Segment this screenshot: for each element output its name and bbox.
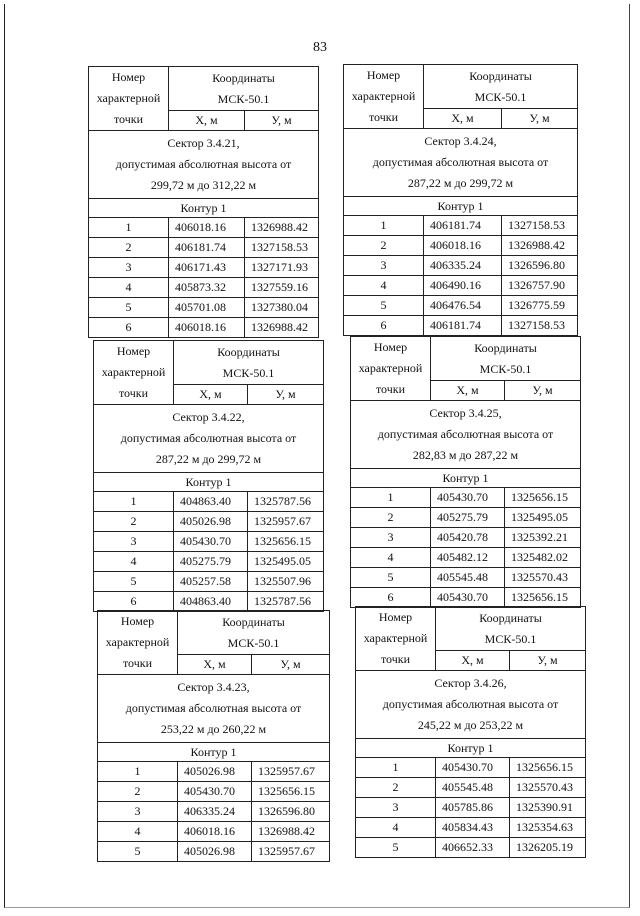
table-row	[94, 572, 324, 592]
x-coordinate-cell: 406018.16	[178, 822, 252, 842]
x-column-header: X, м	[424, 109, 502, 129]
point-number-header-line: точки	[113, 112, 144, 126]
table-row	[344, 216, 578, 236]
x-column-header: X, м	[178, 655, 252, 675]
x-coordinate-cell: 406018.16	[169, 218, 245, 238]
point-number-cell: 5	[356, 838, 436, 858]
point-number-cell: 4	[356, 818, 436, 838]
point-number-cell: 3	[344, 256, 424, 276]
table-row	[344, 276, 578, 296]
point-number-header	[344, 65, 424, 129]
point-number-cell: 2	[94, 512, 174, 532]
table-row	[89, 318, 319, 338]
point-number-header	[351, 337, 431, 401]
x-coordinate-cell: 405430.70	[431, 588, 505, 608]
coordinates-header-line: Координаты	[479, 610, 542, 625]
y-column-header: У, м	[252, 655, 330, 675]
y-coordinate-cell: 1325957.67	[252, 762, 330, 782]
point-number-cell: 1	[344, 216, 424, 236]
contour-label: Контур 1	[89, 199, 319, 218]
point-number-cell: 6	[94, 592, 174, 612]
x-coordinate-cell: 406018.16	[424, 236, 502, 256]
table-row	[344, 236, 578, 256]
sector-caption	[98, 675, 330, 743]
table-row	[351, 588, 581, 608]
coordinates-header	[169, 67, 319, 111]
coordinate-table	[355, 606, 586, 858]
sector-caption-line: 253,22 м до 260,22 м	[160, 722, 267, 736]
sector-caption-line: 245,22 м до 253,22 м	[417, 718, 524, 732]
x-coordinate-cell: 406652.33	[436, 838, 510, 858]
point-number-header	[89, 67, 169, 131]
x-coordinate-cell: 406171.43	[169, 258, 245, 278]
y-coordinate-cell: 1326596.80	[502, 256, 578, 276]
coordinate-table	[343, 64, 578, 336]
point-number-cell: 3	[356, 798, 436, 818]
x-coordinate-cell: 404863.40	[174, 592, 248, 612]
point-number-cell: 6	[351, 588, 431, 608]
point-number-cell: 1	[351, 488, 431, 508]
sector-caption-line: 287,22 м до 299,72 м	[155, 452, 262, 466]
x-coordinate-cell: 405545.48	[436, 778, 510, 798]
y-coordinate-cell: 1326596.80	[252, 802, 330, 822]
x-coordinate-cell: 406181.74	[169, 238, 245, 258]
coordinates-header	[174, 341, 324, 385]
x-column-header: X, м	[431, 381, 505, 401]
point-number-header-line: Номер	[111, 70, 146, 84]
point-number-header-line: точки	[375, 382, 406, 396]
table-row	[351, 548, 581, 568]
x-coordinate-cell: 406490.16	[424, 276, 502, 296]
y-coordinate-cell: 1325495.05	[505, 508, 581, 528]
table-row	[94, 592, 324, 612]
x-coordinate-cell: 405430.70	[178, 782, 252, 802]
point-number-header	[356, 607, 436, 671]
point-number-cell: 5	[98, 842, 178, 862]
y-coordinate-cell: 1326988.42	[502, 236, 578, 256]
contour-label: Контур 1	[98, 743, 330, 762]
y-coordinate-cell: 1326988.42	[252, 822, 330, 842]
coordinate-table	[88, 66, 319, 338]
sector-caption	[356, 671, 586, 739]
contour-label: Контур 1	[94, 473, 324, 492]
point-number-cell: 1	[94, 492, 174, 512]
y-coordinate-cell: 1325957.67	[248, 512, 324, 532]
point-number-cell: 3	[351, 528, 431, 548]
table-row	[351, 488, 581, 508]
table-row	[98, 802, 330, 822]
point-number-cell: 4	[351, 548, 431, 568]
point-number-cell: 2	[89, 238, 169, 258]
x-coordinate-cell: 405430.70	[431, 488, 505, 508]
x-coordinate-cell: 406335.24	[424, 256, 502, 276]
table-row	[98, 842, 330, 862]
sector-caption-line: допустимая абсолютная высота от	[120, 431, 297, 445]
x-column-header: X, м	[436, 651, 510, 671]
point-number-header-line: характерной	[358, 361, 423, 375]
y-coordinate-cell: 1325656.15	[252, 782, 330, 802]
point-number-header-line: Номер	[116, 344, 151, 358]
x-coordinate-cell: 405430.70	[174, 532, 248, 552]
sector-caption-line: допустимая абсолютная высота от	[377, 427, 554, 441]
point-number-header-line: Номер	[366, 68, 401, 82]
sector-caption-line: 299,72 м до 312,22 м	[150, 178, 257, 192]
sector-caption-line: Сектор 3.4.24,	[424, 134, 497, 148]
point-number-header-line: Номер	[373, 340, 408, 354]
coordinates-header-line: Координаты	[222, 614, 285, 629]
x-coordinate-cell: 406476.54	[424, 296, 502, 316]
y-coordinate-cell: 1325495.05	[248, 552, 324, 572]
table-row	[98, 782, 330, 802]
coordinates-header-line: МСК-50.1	[474, 89, 527, 104]
y-coordinate-cell: 1325656.15	[510, 758, 586, 778]
coordinates-header	[178, 611, 330, 655]
coordinates-header-line: МСК-50.1	[484, 631, 537, 646]
y-coordinate-cell: 1325570.43	[510, 778, 586, 798]
coordinates-header-line: Координаты	[469, 68, 532, 83]
table-row	[344, 316, 578, 336]
x-coordinate-cell: 406335.24	[178, 802, 252, 822]
y-coordinate-cell: 1326757.90	[502, 276, 578, 296]
y-coordinate-cell: 1325390.91	[510, 798, 586, 818]
point-number-cell: 1	[356, 758, 436, 778]
table-row	[89, 278, 319, 298]
point-number-header-line: характерной	[96, 91, 161, 105]
point-number-header	[94, 341, 174, 405]
point-number-cell: 4	[344, 276, 424, 296]
point-number-cell: 2	[98, 782, 178, 802]
coordinate-table	[350, 336, 581, 608]
y-coordinate-cell: 1327171.93	[245, 258, 319, 278]
x-coordinate-cell: 405482.12	[431, 548, 505, 568]
table-row	[351, 508, 581, 528]
coordinates-header-line: Координаты	[474, 340, 537, 355]
y-column-header: У, м	[245, 111, 319, 131]
table-row	[89, 218, 319, 238]
sector-caption-line: 282,83 м до 287,22 м	[412, 448, 519, 462]
point-number-header-line: характерной	[351, 89, 416, 103]
point-number-header-line: характерной	[363, 631, 428, 645]
table-row	[356, 818, 586, 838]
point-number-header-line: Номер	[378, 610, 413, 624]
point-number-header-line: точки	[368, 110, 399, 124]
coordinates-header	[431, 337, 581, 381]
y-coordinate-cell: 1325787.56	[248, 592, 324, 612]
contour-label: Контур 1	[356, 739, 586, 758]
x-coordinate-cell: 406181.74	[424, 316, 502, 336]
table-row	[351, 528, 581, 548]
y-coordinate-cell: 1325482.02	[505, 548, 581, 568]
coordinate-table	[97, 610, 330, 862]
point-number-header-line: характерной	[105, 635, 170, 649]
point-number-header-line: точки	[380, 652, 411, 666]
y-coordinate-cell: 1325507.96	[248, 572, 324, 592]
y-coordinate-cell: 1327158.53	[502, 216, 578, 236]
y-coordinate-cell: 1326988.42	[245, 218, 319, 238]
sector-caption-line: Сектор 3.4.25,	[429, 406, 502, 420]
x-column-header: X, м	[169, 111, 245, 131]
table-row	[344, 296, 578, 316]
point-number-cell: 4	[94, 552, 174, 572]
table-row	[98, 762, 330, 782]
y-coordinate-cell: 1325787.56	[248, 492, 324, 512]
point-number-cell: 4	[98, 822, 178, 842]
x-coordinate-cell: 405701.08	[169, 298, 245, 318]
x-coordinate-cell: 405873.32	[169, 278, 245, 298]
y-coordinate-cell: 1327380.04	[245, 298, 319, 318]
coordinates-header-line: Координаты	[217, 344, 280, 359]
table-row	[344, 256, 578, 276]
point-number-header-line: характерной	[101, 365, 166, 379]
sector-caption	[94, 405, 324, 473]
x-coordinate-cell: 406181.74	[424, 216, 502, 236]
point-number-cell: 4	[89, 278, 169, 298]
point-number-cell: 2	[351, 508, 431, 528]
table-row	[94, 552, 324, 572]
point-number-cell: 5	[344, 296, 424, 316]
x-coordinate-cell: 405834.43	[436, 818, 510, 838]
point-number-cell: 6	[344, 316, 424, 336]
y-coordinate-cell: 1325957.67	[252, 842, 330, 862]
y-coordinate-cell: 1326988.42	[245, 318, 319, 338]
sector-caption-line: допустимая абсолютная высота от	[115, 157, 292, 171]
point-number-cell: 5	[94, 572, 174, 592]
point-number-header-line: точки	[122, 656, 153, 670]
point-number-header-line: Номер	[120, 614, 155, 628]
y-coordinate-cell: 1326205.19	[510, 838, 586, 858]
coordinates-header-line: МСК-50.1	[222, 365, 275, 380]
x-coordinate-cell: 405275.79	[431, 508, 505, 528]
sector-caption-line: 287,22 м до 299,72 м	[407, 176, 514, 190]
y-coordinate-cell: 1325392.21	[505, 528, 581, 548]
x-column-header: X, м	[174, 385, 248, 405]
sector-caption	[89, 131, 319, 199]
point-number-cell: 1	[89, 218, 169, 238]
table-row	[356, 798, 586, 818]
point-number-header	[98, 611, 178, 675]
point-number-cell: 1	[98, 762, 178, 782]
point-number-header-line: точки	[118, 386, 149, 400]
x-coordinate-cell: 405026.98	[178, 762, 252, 782]
y-coordinate-cell: 1325354.63	[510, 818, 586, 838]
x-coordinate-cell: 405545.48	[431, 568, 505, 588]
coordinates-header-line: МСК-50.1	[479, 361, 532, 376]
y-column-header: У, м	[248, 385, 324, 405]
sector-caption-line: Сектор 3.4.22,	[172, 410, 245, 424]
table-row	[89, 258, 319, 278]
table-row	[356, 838, 586, 858]
table-row	[89, 298, 319, 318]
sector-caption	[351, 401, 581, 469]
sector-caption-line: Сектор 3.4.23,	[177, 680, 250, 694]
y-coordinate-cell: 1327158.53	[245, 238, 319, 258]
x-coordinate-cell: 405275.79	[174, 552, 248, 572]
point-number-cell: 5	[351, 568, 431, 588]
y-coordinate-cell: 1325570.43	[505, 568, 581, 588]
x-coordinate-cell: 405430.70	[436, 758, 510, 778]
y-column-header: У, м	[505, 381, 581, 401]
y-coordinate-cell: 1327158.53	[502, 316, 578, 336]
contour-label: Контур 1	[344, 197, 578, 216]
table-row	[94, 532, 324, 552]
x-coordinate-cell: 406018.16	[169, 318, 245, 338]
table-row	[94, 512, 324, 532]
table-row	[356, 778, 586, 798]
x-coordinate-cell: 405785.86	[436, 798, 510, 818]
table-row	[94, 492, 324, 512]
page-number: 83	[313, 40, 327, 55]
sector-caption-line: Сектор 3.4.21,	[167, 136, 240, 150]
point-number-cell: 2	[356, 778, 436, 798]
coordinates-header-line: МСК-50.1	[227, 635, 280, 650]
y-coordinate-cell: 1327559.16	[245, 278, 319, 298]
y-coordinate-cell: 1326775.59	[502, 296, 578, 316]
sector-caption-line: допустимая абсолютная высота от	[125, 701, 302, 715]
coordinate-table	[93, 340, 324, 612]
y-column-header: У, м	[502, 109, 578, 129]
coordinates-header-line: Координаты	[212, 70, 275, 85]
x-coordinate-cell: 405420.78	[431, 528, 505, 548]
sector-caption-line: допустимая абсолютная высота от	[382, 697, 559, 711]
y-coordinate-cell: 1325656.15	[505, 488, 581, 508]
point-number-cell: 3	[89, 258, 169, 278]
sector-caption-line: допустимая абсолютная высота от	[372, 155, 549, 169]
coordinates-header-line: МСК-50.1	[217, 91, 270, 106]
coordinates-header	[436, 607, 586, 651]
table-row	[356, 758, 586, 778]
x-coordinate-cell: 405257.58	[174, 572, 248, 592]
point-number-cell: 2	[344, 236, 424, 256]
table-row	[98, 822, 330, 842]
point-number-cell: 5	[89, 298, 169, 318]
point-number-cell: 3	[98, 802, 178, 822]
y-column-header: У, м	[510, 651, 586, 671]
x-coordinate-cell: 405026.98	[174, 512, 248, 532]
y-coordinate-cell: 1325656.15	[248, 532, 324, 552]
table-row	[89, 238, 319, 258]
point-number-cell: 3	[94, 532, 174, 552]
x-coordinate-cell: 405026.98	[178, 842, 252, 862]
y-coordinate-cell: 1325656.15	[505, 588, 581, 608]
sector-caption-line: Сектор 3.4.26,	[434, 676, 507, 690]
point-number-cell: 6	[89, 318, 169, 338]
x-coordinate-cell: 404863.40	[174, 492, 248, 512]
sector-caption	[344, 129, 578, 197]
table-row	[351, 568, 581, 588]
contour-label: Контур 1	[351, 469, 581, 488]
coordinates-header	[424, 65, 578, 109]
